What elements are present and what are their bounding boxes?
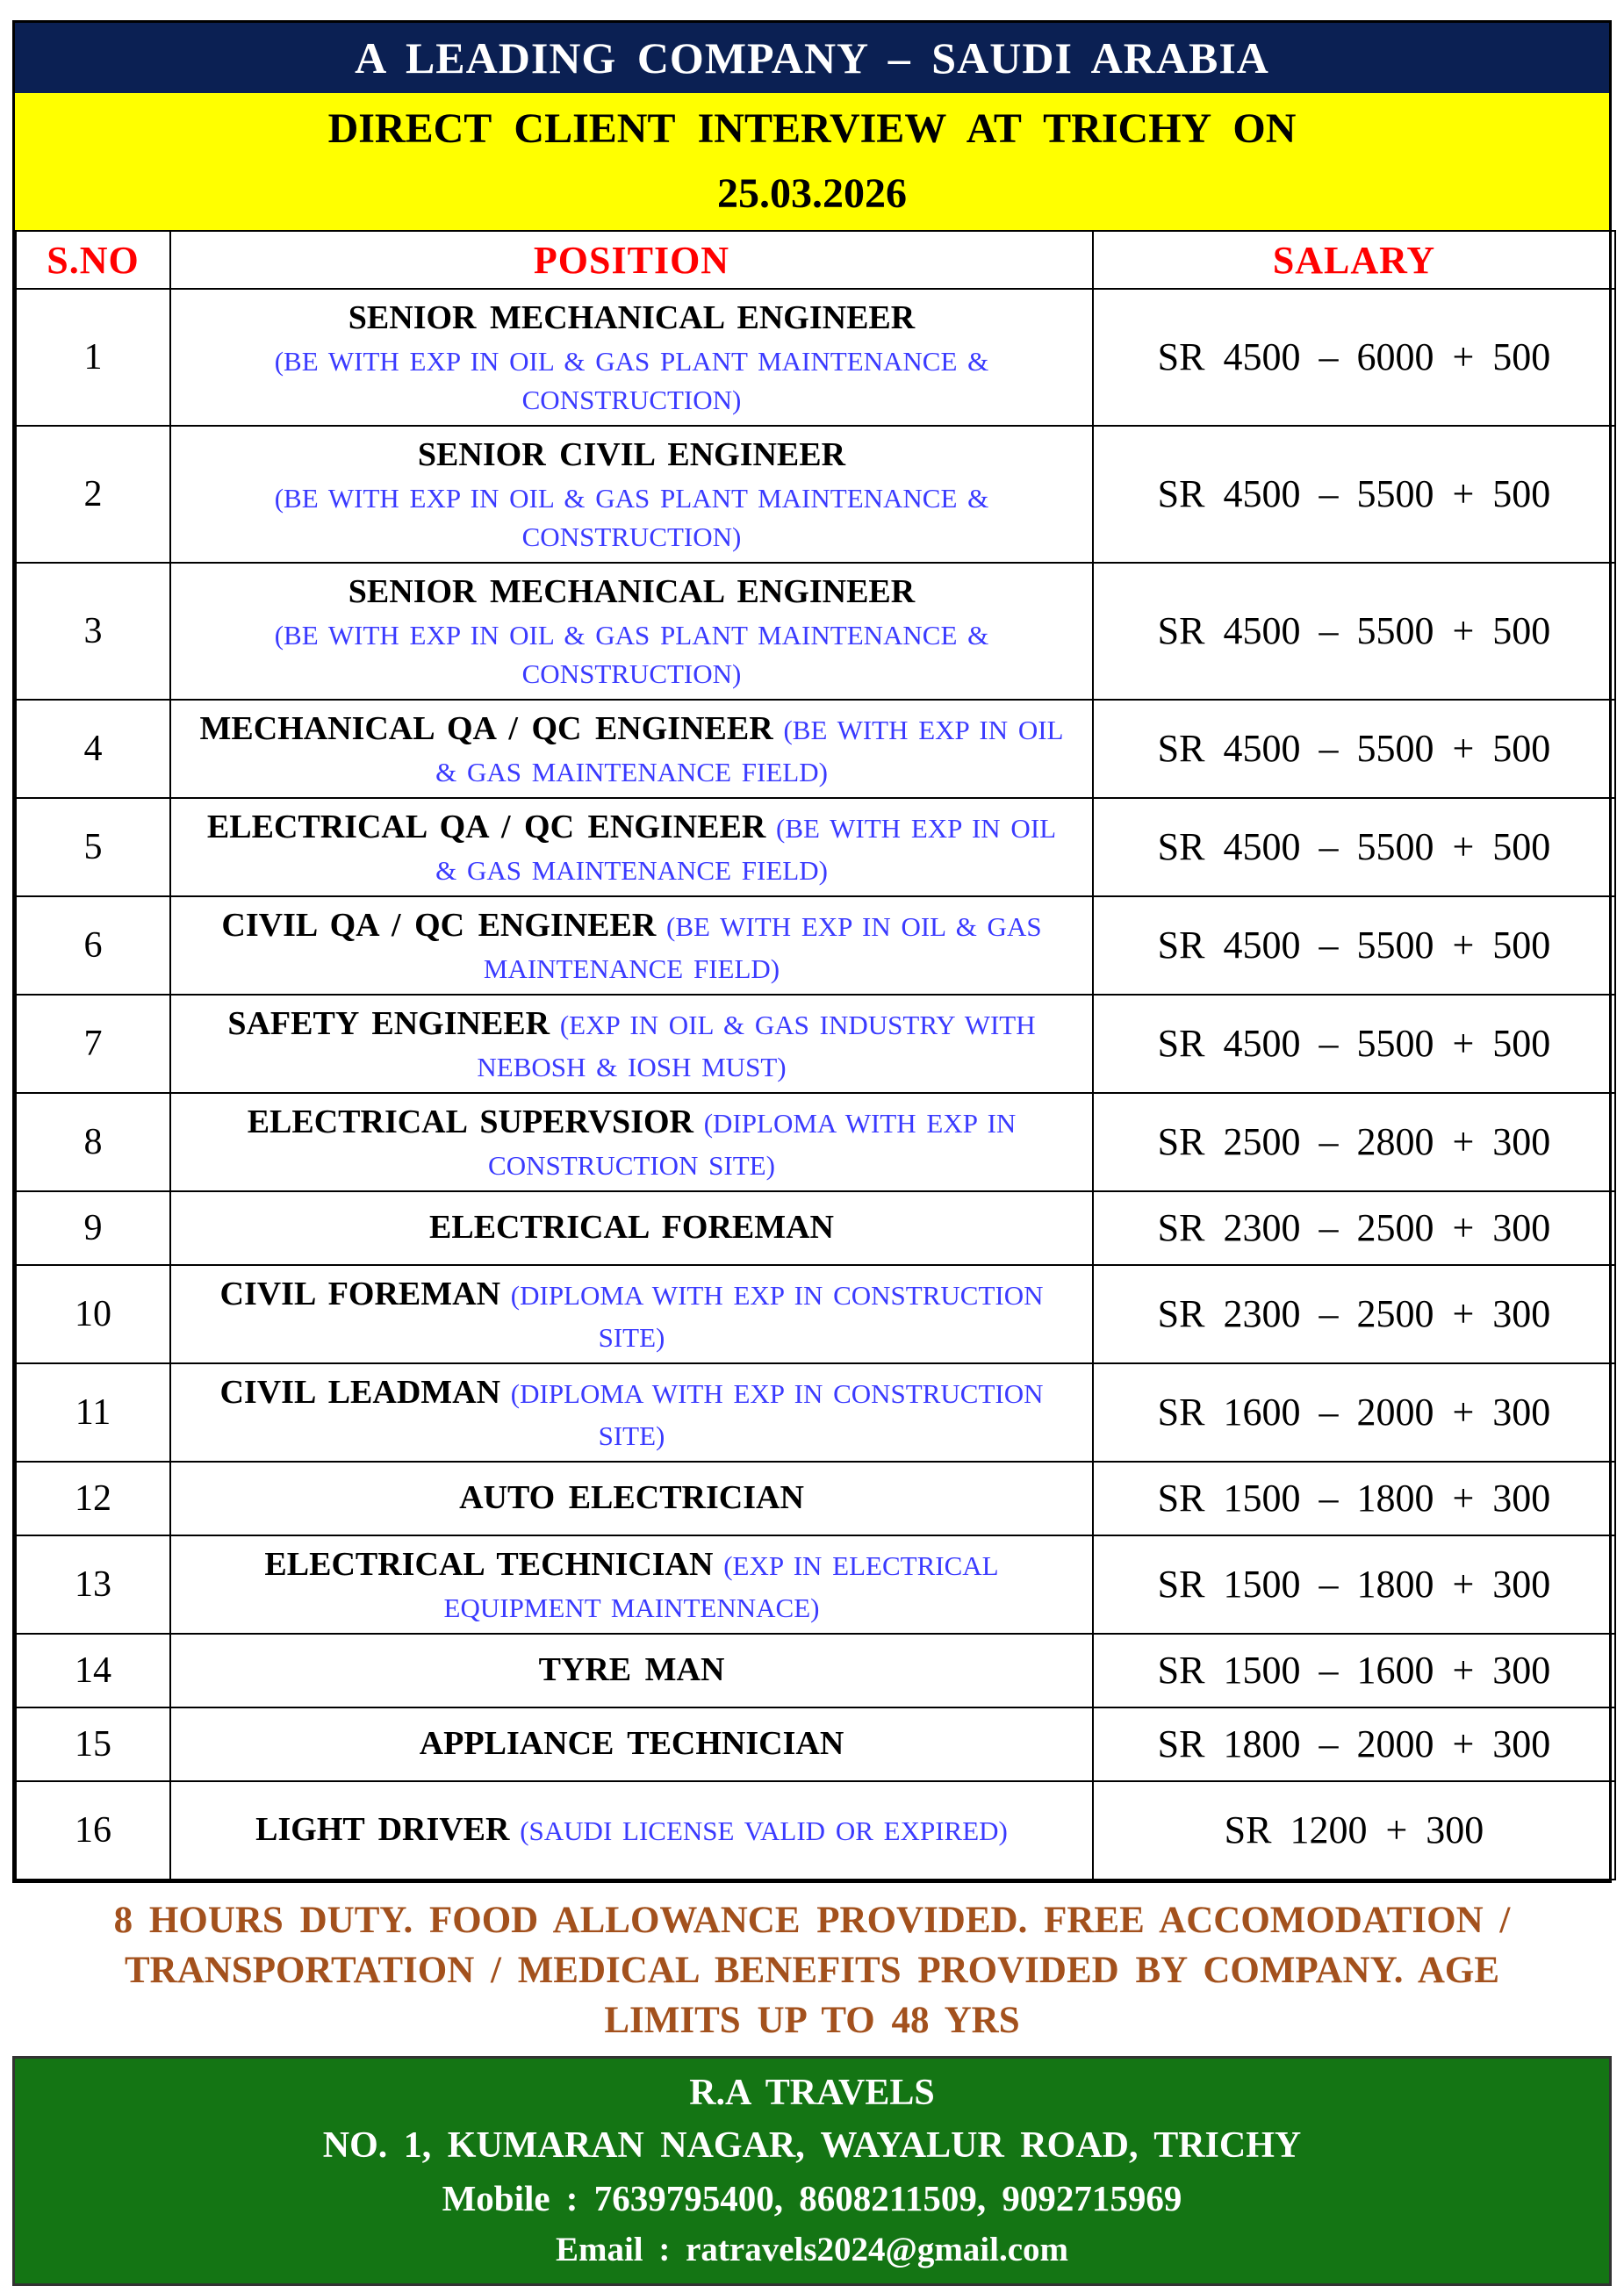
row-salary: SR 4500 – 5500 + 500	[1093, 700, 1615, 798]
table-row	[16, 1462, 1615, 1535]
row-title: SENIOR MECHANICAL ENGINEER	[348, 572, 916, 610]
table-row	[16, 798, 1615, 896]
table-row	[16, 1191, 1615, 1265]
row-sno: 12	[16, 1462, 170, 1535]
row-salary: SR 4500 – 5500 + 500	[1093, 798, 1615, 896]
table-row	[16, 1535, 1615, 1634]
row-sno: 16	[16, 1781, 170, 1880]
row-title: AUTO ELECTRICIAN	[459, 1478, 804, 1516]
row-salary: SR 1200 + 300	[1093, 1781, 1615, 1880]
row-title: SENIOR MECHANICAL ENGINEER	[348, 299, 916, 336]
row-sno: 13	[16, 1535, 170, 1634]
table-row	[16, 995, 1615, 1093]
row-desc: (EXP IN OIL & GAS INDUSTRY WITH NEBOSH & IOSH MUST)	[477, 1009, 1036, 1082]
row-salary: SR 4500 – 5500 + 500	[1093, 426, 1615, 563]
interview-banner-line1: DIRECT CLIENT INTERVIEW AT TRICHY ON	[327, 105, 1297, 152]
column-header-position: POSITION	[170, 231, 1093, 289]
row-title: SAFETY ENGINEER	[227, 1004, 550, 1042]
table-row	[16, 1265, 1615, 1363]
row-position	[170, 700, 1093, 798]
row-sno: 8	[16, 1093, 170, 1191]
row-position	[170, 289, 1093, 426]
interview-date: 25.03.2026	[717, 170, 907, 217]
row-position	[170, 995, 1093, 1093]
flyer-bordered-block	[12, 20, 1612, 1883]
row-sno: 3	[16, 563, 170, 700]
table-row	[16, 896, 1615, 995]
row-sno: 2	[16, 426, 170, 563]
row-position	[170, 426, 1093, 563]
row-salary: SR 4500 – 5500 + 500	[1093, 563, 1615, 700]
row-salary: SR 1500 – 1800 + 300	[1093, 1535, 1615, 1634]
row-position	[170, 1535, 1093, 1634]
row-salary: SR 1500 – 1600 + 300	[1093, 1634, 1615, 1707]
row-title: ELECTRICAL SUPERVSIOR	[247, 1103, 693, 1140]
row-title: SENIOR CIVIL ENGINEER	[417, 435, 846, 473]
table-body	[16, 289, 1615, 1880]
row-position	[170, 1781, 1093, 1880]
table-row	[16, 1634, 1615, 1707]
row-salary: SR 4500 – 6000 + 500	[1093, 289, 1615, 426]
row-position	[170, 563, 1093, 700]
row-title: CIVIL FOREMAN	[219, 1275, 501, 1312]
row-desc: (SAUDI LICENSE VALID OR EXPIRED)	[509, 1815, 1008, 1846]
row-desc: (BE WITH EXP IN OIL & GAS PLANT MAINTENANCE & CONSTRUCTION)	[274, 482, 989, 552]
company-title-band	[15, 23, 1609, 93]
table-row	[16, 1093, 1615, 1191]
row-title: LIGHT DRIVER	[255, 1810, 510, 1848]
row-position	[170, 1265, 1093, 1363]
row-position	[170, 1634, 1093, 1707]
row-salary: SR 2300 – 2500 + 300	[1093, 1191, 1615, 1265]
row-sno: 6	[16, 896, 170, 995]
row-sno: 4	[16, 700, 170, 798]
row-desc: (BE WITH EXP IN OIL & GAS MAINTENANCE FIELD)	[435, 714, 1064, 787]
positions-table	[15, 230, 1616, 1880]
company-title: A LEADING COMPANY – SAUDI ARABIA	[355, 33, 1269, 83]
row-title: CIVIL LEADMAN	[219, 1373, 501, 1411]
row-sno: 9	[16, 1191, 170, 1265]
agency-name: R.A TRAVELS	[689, 2073, 935, 2114]
row-salary: SR 2500 – 2800 + 300	[1093, 1093, 1615, 1191]
table-row	[16, 563, 1615, 700]
table-header-row	[16, 231, 1615, 289]
table-row	[16, 1781, 1615, 1880]
row-desc: (DIPLOMA WITH EXP IN CONSTRUCTION SITE)	[500, 1377, 1044, 1451]
agency-footer	[12, 2056, 1612, 2286]
row-sno: 11	[16, 1363, 170, 1462]
row-salary: SR 1600 – 2000 + 300	[1093, 1363, 1615, 1462]
interview-banner	[15, 93, 1609, 230]
row-position	[170, 798, 1093, 896]
row-title: ELECTRICAL QA / QC ENGINEER	[206, 808, 766, 845]
row-desc: (BE WITH EXP IN OIL & GAS MAINTENANCE FIELD)	[483, 910, 1042, 984]
table-row	[16, 1363, 1615, 1462]
row-sno: 15	[16, 1707, 170, 1781]
row-desc: (BE WITH EXP IN OIL & GAS PLANT MAINTENANCE & CONSTRUCTION)	[274, 619, 989, 689]
benefits-note: 8 HOURS DUTY. FOOD ALLOWANCE PROVIDED. FREE ACCOMODATION / TRANSPORTATION / MEDICAL BENEFITS PROVIDED BY COMPANY. AGE LIMITS UP TO 48 YRS	[113, 1899, 1511, 2041]
row-position	[170, 1093, 1093, 1191]
column-header-sno: S.NO	[16, 231, 170, 289]
agency-mobile: Mobile : 7639795400, 8608211509, 9092715969	[442, 2178, 1182, 2219]
row-position	[170, 1191, 1093, 1265]
row-salary: SR 1500 – 1800 + 300	[1093, 1462, 1615, 1535]
row-desc: (DIPLOMA WITH EXP IN CONSTRUCTION SITE)	[488, 1107, 1017, 1181]
agency-email: Email : ratravels2024@gmail.com	[555, 2231, 1069, 2269]
row-title: ELECTRICAL FOREMAN	[429, 1208, 834, 1246]
agency-address: NO. 1, KUMARAN NAGAR, WAYALUR ROAD, TRICHY	[322, 2125, 1302, 2167]
row-sno: 1	[16, 289, 170, 426]
row-sno: 7	[16, 995, 170, 1093]
table-row	[16, 426, 1615, 563]
row-position	[170, 1462, 1093, 1535]
table-row	[16, 700, 1615, 798]
row-salary: SR 1800 – 2000 + 300	[1093, 1707, 1615, 1781]
row-desc: (BE WITH EXP IN OIL & GAS MAINTENANCE FIELD)	[435, 812, 1057, 886]
row-sno: 14	[16, 1634, 170, 1707]
row-salary: SR 2300 – 2500 + 300	[1093, 1265, 1615, 1363]
column-header-salary: SALARY	[1093, 231, 1615, 289]
row-title: CIVIL QA / QC ENGINEER	[221, 906, 657, 944]
table-row	[16, 1707, 1615, 1781]
row-sno: 10	[16, 1265, 170, 1363]
row-salary: SR 4500 – 5500 + 500	[1093, 896, 1615, 995]
row-desc: (DIPLOMA WITH EXP IN CONSTRUCTION SITE)	[500, 1279, 1044, 1353]
row-title: MECHANICAL QA / QC ENGINEER	[199, 709, 773, 747]
row-desc: (BE WITH EXP IN OIL & GAS PLANT MAINTENANCE & CONSTRUCTION)	[274, 345, 989, 415]
row-title: APPLIANCE TECHNICIAN	[419, 1724, 844, 1762]
table-row	[16, 289, 1615, 426]
row-position	[170, 1363, 1093, 1462]
row-desc: (EXP IN ELECTRICAL EQUIPMENT MAINTENNACE)	[443, 1549, 999, 1623]
row-sno: 5	[16, 798, 170, 896]
row-salary: SR 4500 – 5500 + 500	[1093, 995, 1615, 1093]
row-position	[170, 896, 1093, 995]
row-title: TYRE MAN	[538, 1650, 725, 1688]
row-title: ELECTRICAL TECHNICIAN	[264, 1545, 714, 1583]
row-position	[170, 1707, 1093, 1781]
